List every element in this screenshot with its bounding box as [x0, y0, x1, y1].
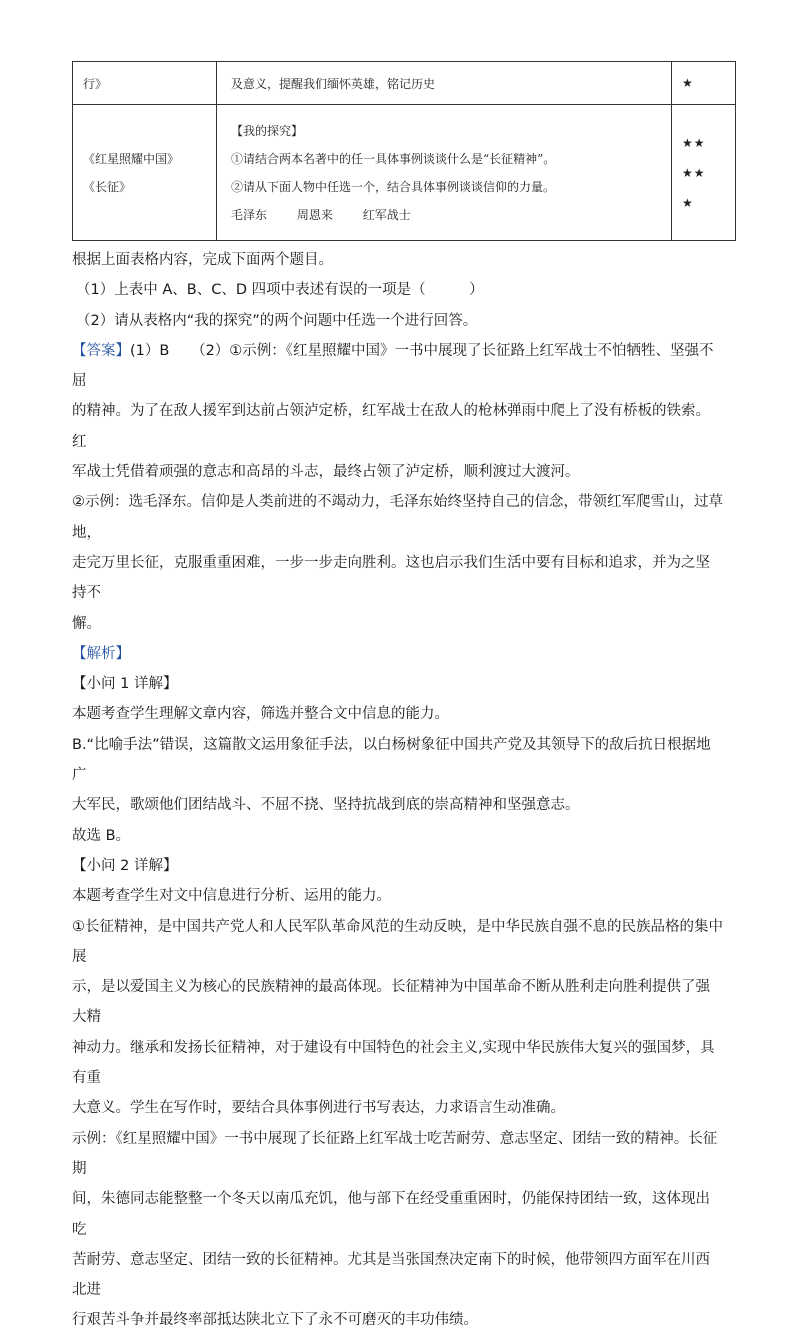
answer-line: 懈。 — [72, 615, 101, 632]
person-option: 红军战士 — [362, 207, 411, 222]
exploration-question-1: ①请结合两本名著中的任一具体事例谈谈什么是“长征精神”。 — [231, 151, 556, 166]
person-option: 毛泽东 — [231, 207, 268, 222]
analysis-line: 示，是以爱国主义为核心的民族精神的最高体现。长征精神为中国革命不断从胜利走向胜利提供了强大精 — [72, 979, 710, 1026]
intro-text: 根据上面表格内容，完成下面两个题目。 — [72, 252, 333, 268]
analysis-line: 故选 B。 — [72, 827, 131, 844]
analysis-line: ①长征精神，是中国共产党人和人民军队革命风范的生动反映，是中华民族自强不息的民族品格的集中展 — [72, 918, 723, 965]
book-title: 行》 — [83, 76, 108, 91]
stars-cell — [672, 62, 736, 105]
cell-content: 及意义，提醒我们缅怀英雄，铭记历史 — [231, 76, 436, 91]
question-2: （2）请从表格内“我的探究”的两个问题中任选一个进行回答。 — [76, 312, 478, 329]
answer-line — [72, 336, 724, 397]
analysis-line: 大意义。学生在写作时，要结合具体事例进行书写表达，力求语言生动准确。 — [72, 1100, 565, 1117]
analysis-line: 本题考查学生理解文章内容，筛选并整合文中信息的能力。 — [72, 706, 449, 723]
analysis-line: 示例：《红星照耀中国》一书中展现了长征路上红军战士吃苦耐劳、意志坚定、团结一致的精神。长征期 — [72, 1130, 718, 1177]
sub-question-1-heading: 【小问 1 详解】 — [72, 676, 178, 693]
analysis-line: B.“比喻手法”错误，这篇散文运用象征手法，以白杨树象征中国共产党及其领导下的敌后抗日根据地广 — [72, 736, 711, 784]
star-rating: ★ — [682, 195, 694, 210]
answer-label: 【答案】 — [72, 342, 130, 359]
book-title: 《红星照耀中国》 — [83, 151, 180, 166]
star-rating: ★ — [682, 76, 693, 90]
exploration-question-2: ②请从下面人物中任选一个，结合具体事例谈谈信仰的力量。 — [231, 179, 556, 194]
answer-line: 的精神。为了在敌人援军到达前占领泸定桥，红军战士在敌人的枪林弹雨中爬上了没有桥板的铁索。红 — [72, 403, 710, 450]
analysis-line: 苦耐劳、意志坚定、团结一致的长征精神。尤其是当张国焘决定南下的时候，他带领四方面军在川西北进 — [72, 1251, 710, 1299]
question-body — [72, 245, 724, 1336]
answer-line: ②示例：选毛泽东。信仰是人类前进的不竭动力，毛泽东始终坚持自己的信念，带领红军爬雪山，过草地， — [72, 494, 723, 541]
analysis-line: 大军民，歌颂他们团结战斗、不屈不挠、坚持抗战到底的崇高精神和坚强意志。 — [72, 797, 580, 814]
book-title: 《长征》 — [83, 179, 132, 194]
analysis-line: 间，朱德同志能整整一个冬天以南瓜充饥，他与部下在经受重重困时，仍能保持团结一致，这体现出吃 — [72, 1191, 710, 1238]
book-title-cell — [73, 105, 217, 241]
table-row — [73, 62, 736, 105]
exploration-table — [72, 61, 736, 241]
person-option: 周恩来 — [296, 207, 333, 222]
question-1: （1）上表中 A、B、C、D 四项中表述有误的一项是（ ） — [76, 282, 484, 299]
sub-question-2-heading: 【小问 2 详解】 — [72, 857, 178, 874]
content-cell — [217, 105, 672, 241]
analysis-label: 【解析】 — [72, 645, 130, 662]
analysis-line: 本题考查学生对文中信息进行分析、运用的能力。 — [72, 888, 391, 905]
analysis-line: 行艰苦斗争并最终率部抵达陕北立下了永不可磨灭的丰功伟绩。 — [72, 1312, 478, 1329]
stars-cell — [672, 105, 736, 241]
answer-line: 军战士凭借着顽强的意志和高昂的斗志，最终占领了泸定桥，顺利渡过大渡河。 — [72, 464, 580, 481]
book-title-cell — [73, 62, 217, 105]
answer-text: (1）B （2）①示例：《红星照耀中国》一书中展现了长征路上红军战士不怕牺牲、坚强不屈 — [72, 342, 714, 390]
analysis-line: 神动力。继承和发扬长征精神，对于建设有中国特色的社会主义,实现中华民族伟大复兴的强国梦，具有重 — [72, 1039, 715, 1087]
content-cell — [217, 62, 672, 105]
star-rating: ★★ — [682, 135, 706, 150]
people-options — [231, 201, 670, 229]
star-rating: ★★ — [682, 165, 706, 180]
exploration-heading: 【我的探究】 — [231, 123, 304, 138]
table-row — [73, 105, 736, 241]
answer-line: 走完万里长征，克服重重困难，一步一步走向胜利。这也启示我们生活中要有目标和追求，并为之坚持不 — [72, 554, 710, 602]
